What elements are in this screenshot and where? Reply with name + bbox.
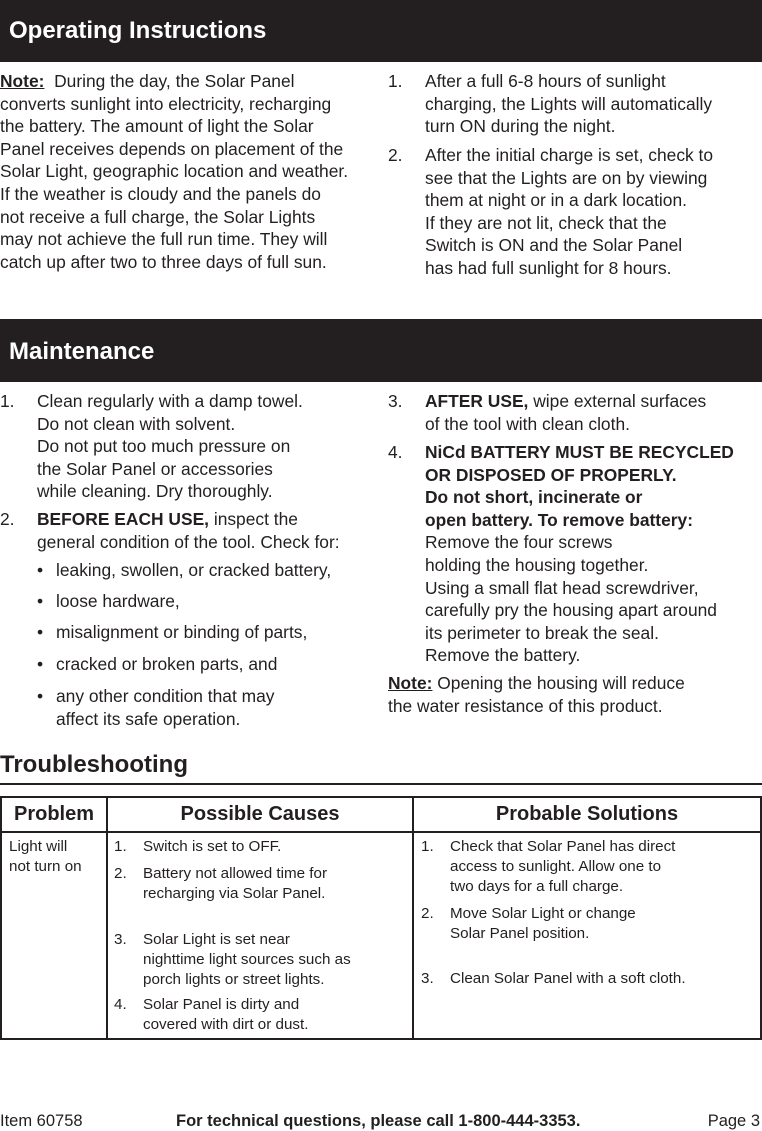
item-number: 1. xyxy=(0,391,15,411)
note-line: Solar Light, geographic location and weather. xyxy=(0,161,349,182)
bullet-line: leaking, swollen, or cracked battery, xyxy=(56,560,332,580)
problem-cell xyxy=(9,837,104,877)
step-line: charging, the Lights will automatically xyxy=(425,93,713,114)
header-problem: Problem xyxy=(13,803,95,825)
item-line: the Solar Panel or accessories xyxy=(37,458,273,479)
table-header-divider xyxy=(0,831,762,833)
footer-phone: For technical questions, please call 1-800-444-3353. xyxy=(176,1112,581,1130)
maintenance-title: Maintenance xyxy=(9,338,155,365)
cause-line: recharging via Solar Panel. xyxy=(143,884,326,902)
step-line: If they are not lit, check that the xyxy=(425,212,667,233)
item-line: its perimeter to break the seal. xyxy=(425,622,659,643)
header-probable-solutions: Probable Solutions xyxy=(495,803,679,825)
solution-line: Clean Solar Panel with a soft cloth. xyxy=(450,970,686,987)
item-line: of the tool with clean cloth. xyxy=(425,413,630,434)
cause-line: nighttime light sources such as xyxy=(143,950,351,968)
operating-note xyxy=(0,70,378,273)
solution-number: 2. xyxy=(421,905,434,922)
table-border-bottom xyxy=(0,1038,762,1040)
solution-number: 1. xyxy=(421,838,434,855)
problem-line: Light will xyxy=(9,838,68,855)
note-line: During the day, the Solar Panel xyxy=(54,71,295,91)
cause-number: 1. xyxy=(114,838,127,855)
bullet-dot: • xyxy=(37,560,44,580)
header-possible-causes: Possible Causes xyxy=(180,803,340,825)
item-line: Using a small flat head screwdriver, xyxy=(425,577,699,598)
item-bold-line: Do not short, incinerate or xyxy=(425,487,643,508)
cause-line: Solar Light is set near xyxy=(143,931,290,948)
bullet-line: cracked or broken parts, and xyxy=(56,654,278,674)
step-line: turn ON during the night. xyxy=(425,116,616,137)
troubleshooting-title: Troubleshooting xyxy=(0,751,188,778)
step-line: After the initial charge is set, check to xyxy=(425,145,714,165)
note-line: Opening the housing will reduce xyxy=(432,673,685,693)
step-line: Switch is ON and the Solar Panel xyxy=(425,235,683,256)
note-line: catch up after two to three days of full sun. xyxy=(0,251,327,272)
item-line: Do not put too much pressure on xyxy=(37,436,291,457)
item-bold: AFTER USE, xyxy=(425,391,529,411)
item-number: 2. xyxy=(0,509,15,529)
cause-line: Switch is set to OFF. xyxy=(143,838,282,855)
note-line: Panel receives depends on placement of the xyxy=(0,138,344,159)
item-line: Remove the battery. xyxy=(425,645,581,666)
maintenance-banner xyxy=(0,319,762,382)
cause-line: Solar Panel is dirty and xyxy=(143,996,300,1013)
footer-page-number: Page 3 xyxy=(707,1112,760,1130)
item-number: 3. xyxy=(388,391,403,411)
cause-number: 2. xyxy=(114,865,127,882)
bullet-line: affect its safe operation. xyxy=(56,708,241,729)
step-number: 1. xyxy=(388,71,403,91)
item-line: while cleaning. Dry thoroughly. xyxy=(37,481,273,502)
bullet-line: loose hardware, xyxy=(56,591,180,611)
item-number: 4. xyxy=(388,442,403,462)
note-line: If the weather is cloudy and the panels do xyxy=(0,183,321,204)
bullet-dot: • xyxy=(37,654,44,674)
item-bold-line: open battery. To remove battery: xyxy=(425,509,693,530)
bullet-dot: • xyxy=(37,686,44,706)
item-bold: BEFORE EACH USE, xyxy=(37,509,209,529)
step-line: has had full sunlight for 8 hours. xyxy=(425,257,672,278)
table-col-divider xyxy=(106,796,108,1040)
solution-line: Move Solar Light or change xyxy=(450,905,636,922)
cause-line: porch lights or street lights. xyxy=(143,970,325,988)
note-label: Note: xyxy=(388,673,433,693)
footer-item-number: Item 60758 xyxy=(0,1112,83,1130)
item-rest: wipe external surfaces xyxy=(528,391,707,411)
item-line: carefully pry the housing apart around xyxy=(425,600,717,621)
cause-number: 4. xyxy=(114,996,127,1013)
item-line: general condition of the tool. Check for: xyxy=(37,531,340,552)
table-border-left xyxy=(0,796,2,1040)
item-line: holding the housing together. xyxy=(425,554,649,575)
problem-line: not turn on xyxy=(9,857,82,875)
note-line: converts sunlight into electricity, recharging xyxy=(0,93,332,114)
note-line: the battery. The amount of light the Solar xyxy=(0,116,314,137)
step-line: see that the Lights are on by viewing xyxy=(425,167,708,188)
item-line: Remove the four screws xyxy=(425,532,613,553)
cause-line: covered with dirt or dust. xyxy=(143,1015,309,1033)
solution-number: 3. xyxy=(421,970,434,987)
table-col-divider xyxy=(412,796,414,1040)
step-line: After a full 6-8 hours of sunlight xyxy=(425,71,666,91)
cause-line: Battery not allowed time for xyxy=(143,865,328,882)
note-label: Note: xyxy=(0,71,45,91)
item-line: Do not clean with solvent. xyxy=(37,413,236,434)
operating-instructions-banner xyxy=(0,0,762,62)
item-bold-line: OR DISPOSED OF PROPERLY. xyxy=(425,464,677,485)
solution-line: two days for a full charge. xyxy=(450,877,624,895)
bullet-dot: • xyxy=(37,591,44,611)
step-line: them at night or in a dark location. xyxy=(425,190,687,211)
note-line: may not achieve the full run time. They will xyxy=(0,229,328,250)
solution-line: Solar Panel position. xyxy=(450,924,590,942)
troubleshooting-rule xyxy=(0,783,762,785)
table-border-top xyxy=(0,796,762,798)
bullet-line: misalignment or binding of parts, xyxy=(56,622,308,642)
maintenance-note xyxy=(388,672,758,717)
bullet-line: any other condition that may xyxy=(56,686,275,706)
step-number: 2. xyxy=(388,145,403,165)
note-line: the water resistance of this product. xyxy=(388,695,663,716)
note-line: not receive a full charge, the Solar Lights xyxy=(0,206,316,227)
item-bold-line: NiCd BATTERY MUST BE RECYCLED xyxy=(425,442,734,462)
item-rest: inspect the xyxy=(209,509,298,529)
bullet-dot: • xyxy=(37,622,44,642)
solution-line: Check that Solar Panel has direct xyxy=(450,838,676,855)
cause-number: 3. xyxy=(114,931,127,948)
item-line: Clean regularly with a damp towel. xyxy=(37,391,303,411)
operating-instructions-title: Operating Instructions xyxy=(9,17,267,44)
solution-line: access to sunlight. Allow one to xyxy=(450,857,662,875)
